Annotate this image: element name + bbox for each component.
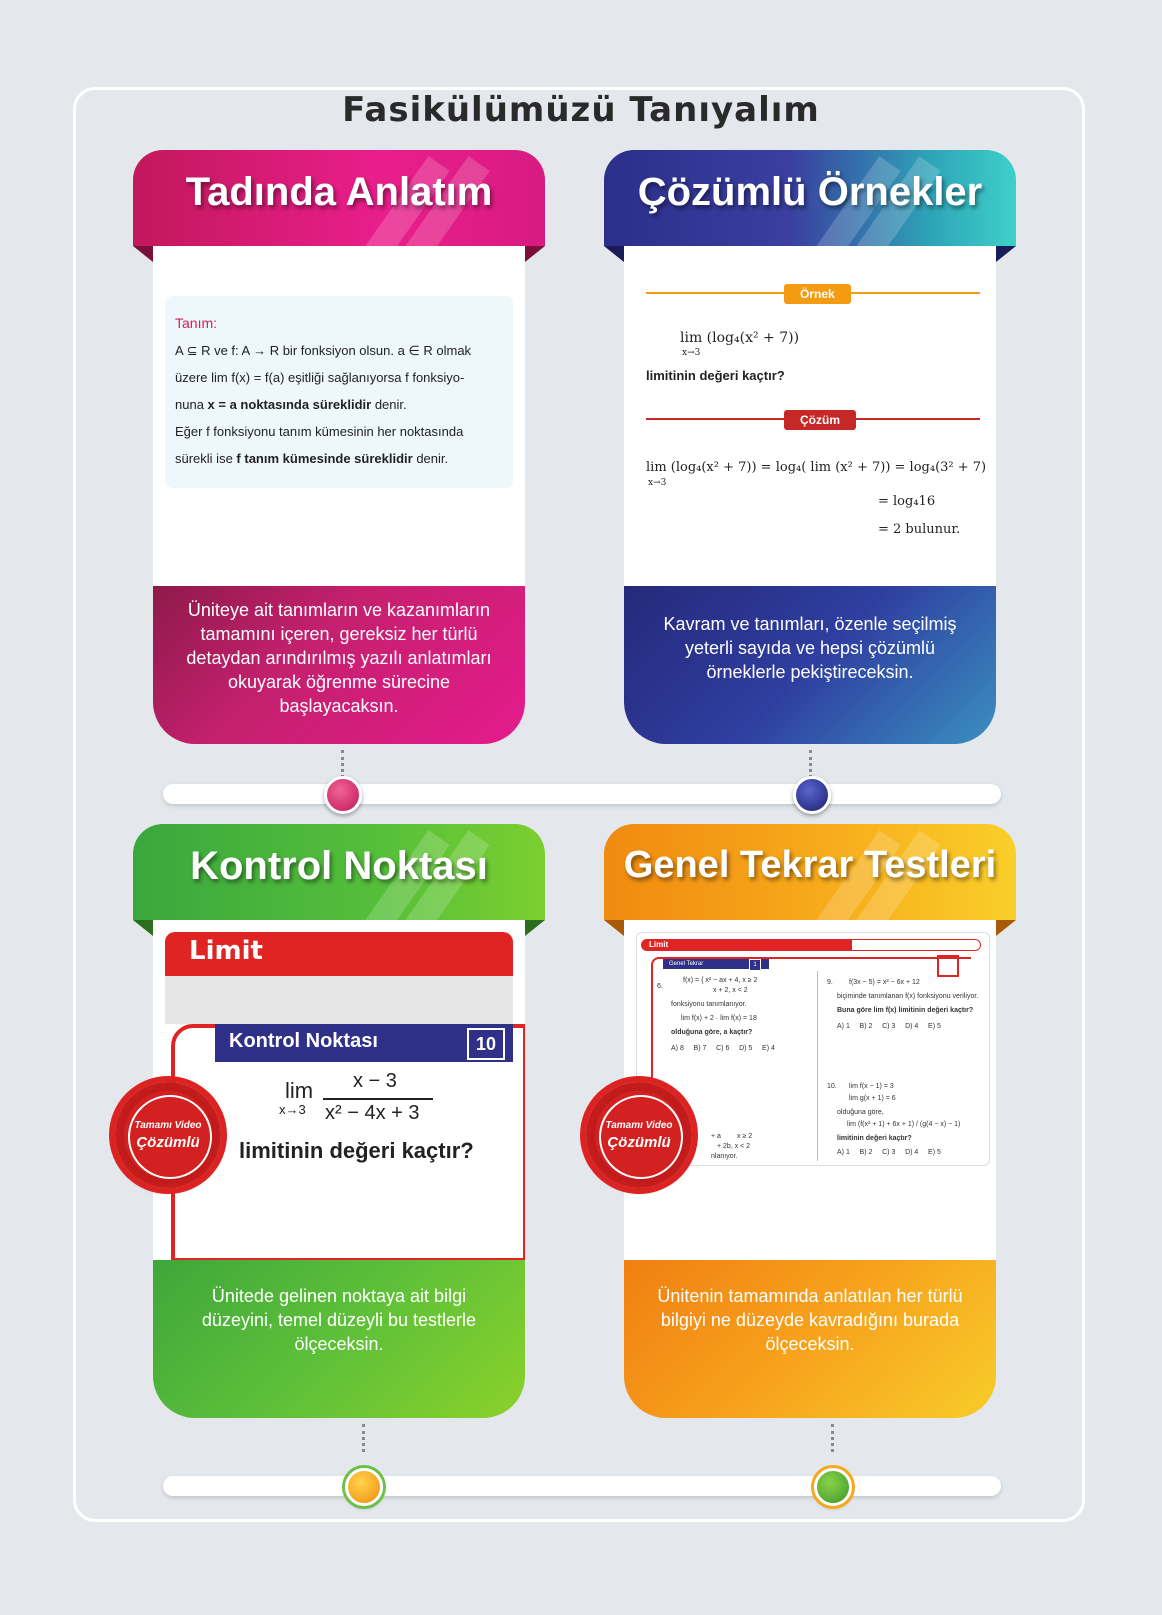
video-solution-badge: Tamamı Video Çözümlü xyxy=(586,1082,692,1188)
card-header xyxy=(604,150,1016,246)
card-genel-tekrar-testleri xyxy=(604,824,1016,1424)
card-sample xyxy=(624,920,996,1260)
card-description: Ünitenin tamamında anlatılan her türlü bilgiyi ne düzeyde kavradığını burada ölçeceksin. xyxy=(657,1286,963,1354)
checkpoint-question: limitinin değeri kaçtır? xyxy=(239,1138,474,1163)
example-expression: lim (log₄(x² + 7)) xyxy=(680,330,800,346)
card-header xyxy=(604,824,1016,920)
card-header xyxy=(133,150,545,246)
timeline-dot xyxy=(793,776,831,814)
unit-bar: Limit xyxy=(165,932,513,976)
test-page-preview: Limit Genel Tekrar 1 6. f(x) = { x² − ax + 4, x ≥ 2 x + 2, x < 2 fonksiyonu tanımlanıyor. lim f(x) + 2 · lim f(x) = 18 olduğuna göre, a kaçtır? A) 8 B) 7 C) 6 D) 5 E) 4 9. f(3x − 5) = x² − 6x + 12 biçiminde tanımlanan f(x) fonksiyonu veriliyor. Buna göre lim f(x) limitinin değeri kaçtır? A) 1 B) 2 C) 3 D) 4 E) 5 10. lim f(x − 1) = 3 lim g(x + 1) = 6 olduğuna göre, lim (f(x² + 1) + 6x + 1) / (g(4 − x) − 1) limitinin değeri kaçtır? A) 1 B) 2 C) 3 D) 4 E) 5 + a x ≥ 2 + 2b, x < 2 nlanıyor. xyxy=(636,932,990,1166)
card-header xyxy=(133,824,545,920)
card-sample xyxy=(153,246,525,586)
card-footer xyxy=(153,586,525,744)
page-title: Fasikülümüzü Tanıyalım xyxy=(342,90,820,130)
card-description: Üniteye ait tanımların ve kazanımların tamamını içeren, gereksiz her türlü detaydan arındırılmış yazılı anlatımları okuyarak öğrenme sürecine başlayacaksın. xyxy=(186,600,492,716)
card-sample: Örnek lim (log₄(x² + 7)) x→3 limitinin değeri kaçtır? Çözüm lim (log₄(x² + 7)) = log₄( lim (x² + 7)) = log₄(3² + 7) x→3 = log₄16 = 2 bulunur. xyxy=(624,246,996,586)
card-sample: Limit Kontrol Noktası 10 lim x→3 x − 3 x² − 4x + 3 limitinin değeri kaçtır? xyxy=(153,920,525,1260)
card-cozumlu-ornekler xyxy=(604,150,1016,750)
card-description: Ünitede gelinen noktaya ait bilgi düzeyini, temel düzeyli bu testlerle ölçeceksin. xyxy=(201,1286,477,1354)
example-question: limitinin değeri kaçtır? xyxy=(646,368,785,383)
timeline-track xyxy=(163,784,1001,804)
checkpoint-number: 10 xyxy=(467,1028,505,1060)
card-title: Çözümlü Örnekler xyxy=(637,170,983,214)
card-footer xyxy=(624,1260,996,1418)
checkpoint-header: Kontrol Noktası 10 xyxy=(215,1024,513,1062)
timeline-dot xyxy=(345,1468,383,1506)
solution-line: lim (log₄(x² + 7)) = log₄( lim (x² + 7)) = log₄(3² + 7) xyxy=(646,460,987,475)
definition-box: Tanım: A ⊆ R ve f: A → R bir fonksiyon olsun. a ∈ R olmak üzere lim f(x) = f(a) eşitliği sağlanıyorsa f fonksiyo- nuna x = a noktasında süreklidir denir. Eğer f fonksiyonu tanım kümesinin her noktasında sürekli ise f tanım kümesinde süreklidir denir. xyxy=(165,296,513,488)
example-tag: Örnek xyxy=(784,284,851,304)
card-footer xyxy=(624,586,996,744)
card-description: Kavram ve tanımları, özenle seçilmiş yeterli sayıda ve hepsi çözümlü örneklerle pekiştireceksin. xyxy=(663,614,957,682)
card-title: Kontrol Noktası xyxy=(190,844,488,888)
video-solution-badge: Tamamı Video Çözümlü xyxy=(115,1082,221,1188)
card-title: Tadında Anlatım xyxy=(185,170,493,214)
card-kontrol-noktasi xyxy=(133,824,545,1424)
timeline-dot xyxy=(814,1468,852,1506)
card-title: Genel Tekrar Testleri xyxy=(623,844,997,886)
solution-tag: Çözüm xyxy=(784,410,856,430)
timeline-dot xyxy=(324,776,362,814)
timeline-track xyxy=(163,1476,1001,1496)
card-tadinda-anlatim xyxy=(133,150,545,750)
card-footer xyxy=(153,1260,525,1418)
